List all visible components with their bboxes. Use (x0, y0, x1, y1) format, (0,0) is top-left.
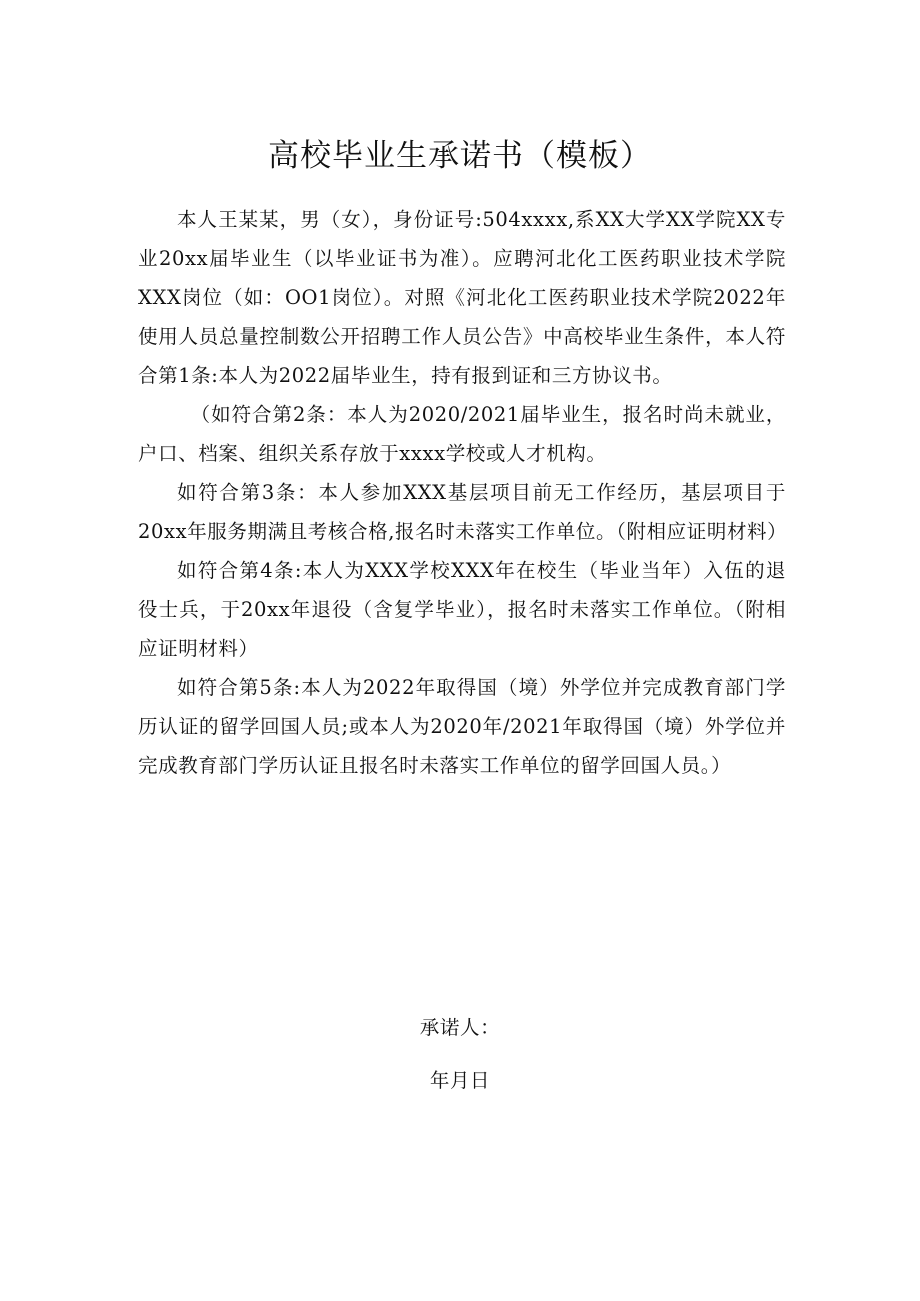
paragraph-condition-2: （如符合第2条：本人为2020/2021届毕业生，报名时尚未就业，户口、档案、组织关系存放于xxxx学校或人才机构。 (138, 403, 786, 465)
paragraph-condition-4: 如符合第4条:本人为XXX学校XXX年在校生（毕业当年）入伍的退役士兵，于20xx年退役（含复学毕业），报名时未落实工作单位。（附相应证明材料） (138, 559, 786, 660)
signer-label: 承诺人： (419, 1016, 501, 1039)
date-label: 年月日 (429, 1069, 491, 1092)
paragraph-condition-5: 如符合第5条:本人为2022年取得国（境）外学位并完成教育部门学历认证的留学回国人员;或本人为2020年/2021年取得国（境）外学位并完成教育部门学历认证且报名时未落实工作单位的留学回国人员。） (138, 676, 786, 777)
paragraph-declaration: 本人王某某，男（女），身份证号:504xxxx,系XX大学XX学院XX专业20xx届毕业生（以毕业证书为准）。应聘河北化工医药职业技术学院XXX岗位（如：OO1岗位）。对照《河北化工医药职业技术学院2022年使用人员总量控制数公开招聘工作人员公告》中高校毕业生条件，本人符合第1条:本人为2022届毕业生，持有报到证和三方协议书。 (138, 208, 786, 387)
document-body (138, 200, 786, 785)
paragraph-condition-3: 如符合第3条：本人参加XXX基层项目前无工作经历，基层项目于20xx年服务期满且考核合格,报名时未落实工作单位。（附相应证明材料） (138, 481, 788, 543)
document-title: 高校毕业生承诺书（模板） (268, 138, 652, 174)
